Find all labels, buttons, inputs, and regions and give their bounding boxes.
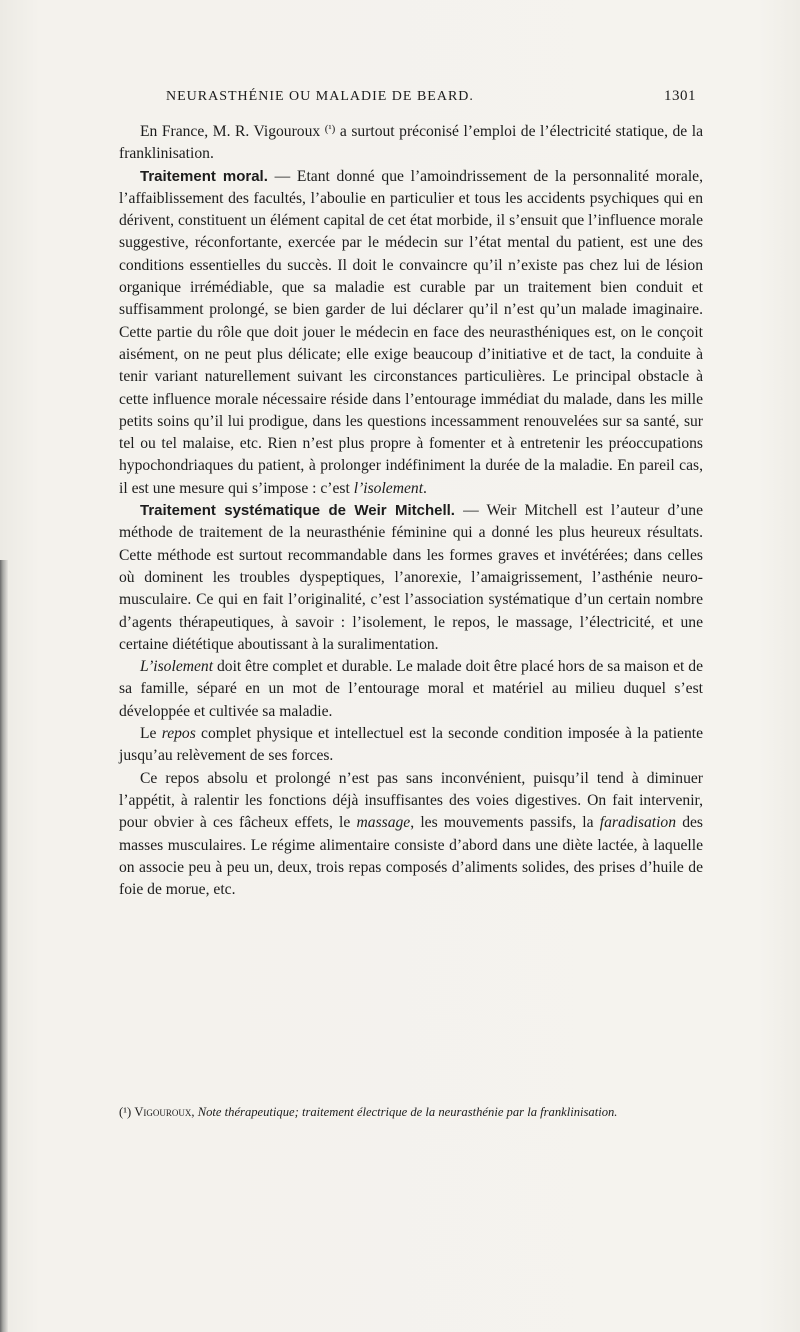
emphasis: l’isolement <box>353 479 424 497</box>
paragraph-weir-mitchell <box>119 500 703 656</box>
emphasis: faradisation <box>599 814 677 832</box>
paragraph-traitement-moral <box>119 166 703 500</box>
paragraph-text: . <box>423 479 427 497</box>
emphasis: massage <box>356 814 411 832</box>
paragraph-text: — Etant donné que l’amoindrissement de la personnalité morale, l’affaiblissement des facultés, l’aboulie en particulier et tous les accidents psychiques qui en dérivent, constituent un élément capital de cet état morbide, il s’ensuit que l’influence morale suggestive, réconfortante, exercée par le médecin sur l’état mental du patient, est une des conditions essentielles du succès. Il doit le convaincre qu’il n’existe pas chez lui de lésion organique irrémédiable, que sa maladie est curable par un traitement bien conduit et suffisamment prolongé, se bien garder de lui déclarer qu’il n’est qu’un malade imaginaire. Cette partie du rôle que doit jouer le médecin en face des neurasthéniques est, on le conçoit aisément, on ne peut plus délicate; elle exige beaucoup d’initiative et de tact, la conduite à tenir variant naturellement suivant les circonstances particulières. Le principal obstacle à cette influence morale nécessaire réside dans l’entourage immédiat du malade, dans les mille petits soins qu’il lui prodigue, dans les questions incessamment renouvelées sur sa santé, sur tel ou tel malaise, etc. Rien n’est plus propre à fomenter et à entretenir les préoccupations hypochondriaques du patient, à prolonger indéfiniment la durée de la maladie. En pareil cas, il est une mesure qui s’impose : c’est <box>119 167 703 497</box>
book-spine-shadow <box>0 560 8 1332</box>
footnote-title: Note thérapeutique; traitement électrique de la neurasthénie par la franklinisation. <box>197 1105 618 1119</box>
paragraph-text: a surtout préconisé l’emploi de l’électricité statique, de la franklinisation. <box>119 123 704 163</box>
footnote-reference: (¹) <box>324 123 336 135</box>
footnote-author: Vigouroux, <box>134 1105 195 1119</box>
paragraph-text: complet physique et intellectuel est la seconde condition imposée à la patiente jusqu’au relèvement de ses forces. <box>119 725 703 765</box>
paragraph-text: Ce repos absolu et prolongé n’est pas sans inconvénient, puisqu’il tend à diminuer l’appétit, à ralentir les fonctions déjà insuffisantes des voies digestives. On fait intervenir, pour obvier à ces fâcheux effets, le <box>119 769 703 832</box>
paragraph-text: doit être complet et durable. Le malade doit être placé hors de sa maison et de sa famille, séparé en un mot de l’entourage moral et matériel au milieu duquel s’est développée et cultivée sa maladie. <box>119 658 703 720</box>
paragraph-text: , les mouvements passifs, la <box>410 814 600 832</box>
footnote <box>119 1104 703 1121</box>
paragraph-isolement <box>119 656 703 723</box>
paragraph-text: des masses musculaires. Le régime alimentaire consiste d’abord dans une diète lactée, à laquelle on associe peu à peu un, deux, trois repas composés d’aliments solides, des prises d’huile de foie de morue, etc. <box>119 814 704 899</box>
emphasis: repos <box>161 725 196 743</box>
footnote-mark: (¹) <box>119 1105 132 1119</box>
page-number: 1301 <box>664 88 696 104</box>
paragraph-text: Le <box>140 725 162 743</box>
running-title: NEURASTHÉNIE OU MALADIE DE BEARD. <box>166 89 474 104</box>
body-text <box>119 118 703 901</box>
paragraph-franklinisation <box>119 118 703 166</box>
paragraph-text: En France, M. R. Vigouroux <box>140 123 325 140</box>
paragraph-text: — Weir Mitchell est l’auteur d’une méthode de traitement de la neurasthénie féminine qui a donné les plus heureux résultats. Cette méthode est surtout recommandable dans les formes graves et invétérées; dans celles où dominent les troubles dyspeptiques, l’anorexie, l’amaigrissement, l’asthénie neuro-musculaire. Ce qui en fait l’originalité, c’est l’association systématique d’un certain nombre d’agents thérapeutiques, à savoir : l’isolement, le repos, le massage, l’électricité, et une certaine diététique aboutissant à la suralimentation. <box>119 502 703 653</box>
paragraph-repos <box>119 723 703 768</box>
paragraph-regime <box>119 768 703 902</box>
emphasis: L’isolement <box>140 658 214 676</box>
section-heading: Traitement moral. <box>140 167 268 185</box>
section-heading: Traitement systématique de Weir Mitchell. <box>140 502 455 520</box>
